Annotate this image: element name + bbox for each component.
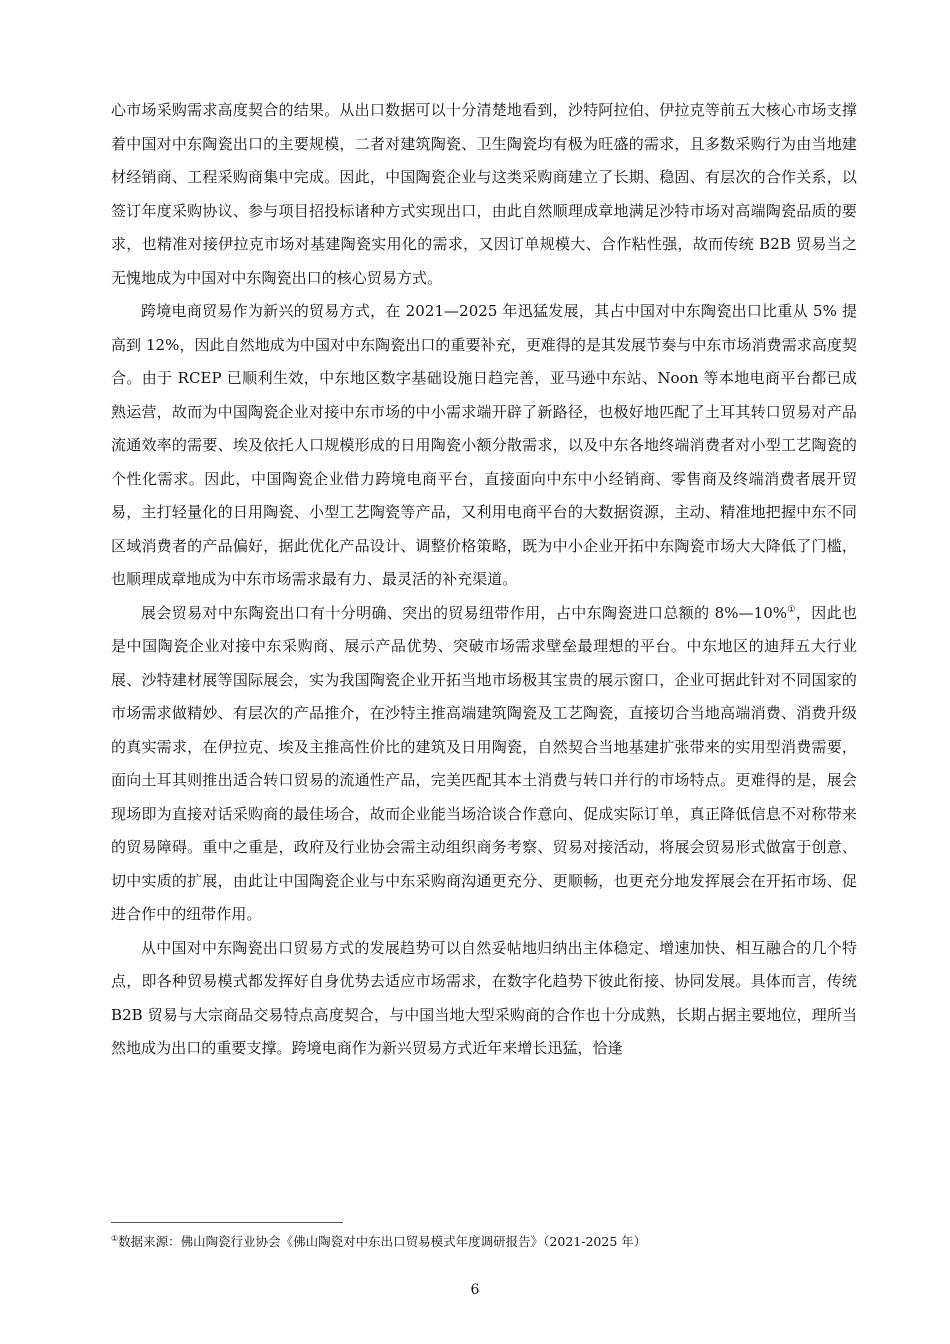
paragraph-3-text-before: 展会贸易对中东陶瓷出口有十分明确、突出的贸易纽带作用，占中东陶瓷进口总额的 8%—10%	[141, 603, 788, 622]
footnote-separator	[111, 1222, 343, 1223]
footnote-reference[interactable]: ①	[787, 604, 796, 615]
paragraph-1: 心市场采购需求高度契合的结果。从出口数据可以十分清楚地看到，沙特阿拉伯、伊拉克等前五大核心市场支撑着中国对中东陶瓷出口的主要规模，二者对建筑陶瓷、卫生陶瓷均有极为旺盛的需求，且多数采购行为由当地建材经销商、工程采购商集中完成。因此，中国陶瓷企业与这类采购商建立了长期、稳固、有层次的合作关系，以签订年度采购协议、参与项目招投标诸种方式实现出口，由此自然顺理成章地满足沙特市场对高端陶瓷品质的要求，也精准对接伊拉克市场对基建陶瓷实用化的需求，又因订单规模大、合作粘性强，故而传统 B2B 贸易当之无愧地成为中国对中东陶瓷出口的核心贸易方式。	[111, 101, 857, 287]
footnote-marker: ①	[111, 1233, 119, 1243]
body-text	[111, 94, 857, 1066]
page-number: 6	[470, 1282, 480, 1298]
paragraph-3-text-after: ，因此也是中国陶瓷企业对接中东采购商、展示产品优势、突破市场需求壁垒最理想的平台。中东地区的迪拜五大行业展、沙特建材展等国际展会，实为我国陶瓷企业开拓当地市场极其宝贵的展示窗口，企业可据此针对不同国家的市场需求做精妙、有层次的产品推介，在沙特主推高端建筑陶瓷及工艺陶瓷，直接切合当地高端消费、消费升级的真实需求，在伊拉克、埃及主推高性价比的建筑及日用陶瓷，自然契合当地基建扩张带来的实用型消费需要，面向土耳其则推出适合转口贸易的流通性产品，完美匹配其本土消费与转口并行的市场特点。更难得的是，展会现场即为直接对话采购商的最佳场合，故而企业能当场洽谈合作意向、促成实际订单，真正降低信息不对称带来的贸易障碍。重中之重是，政府及行业协会需主动组织商务考察、贸易对接活动，将展会贸易形式做富于创意、切中实质的扩展，由此让中国陶瓷企业与中东采购商沟通更充分、更顺畅，也更充分地发挥展会在开拓市场、促进合作中的纽带作用。	[111, 603, 857, 923]
footnote-text: 数据来源：佛山陶瓷行业协会《佛山陶瓷对中东出口贸易模式年度调研报告》（2021-2025 年）	[118, 1234, 647, 1249]
footnote	[111, 1234, 857, 1250]
paragraph-3	[111, 597, 857, 932]
paragraph-4: 从中国对中东陶瓷出口贸易方式的发展趋势可以自然妥帖地归纳出主体稳定、增速加快、相互融合的几个特点，即各种贸易模式都发挥好自身优势去适应市场需求，在数字化趋势下彼此衔接、协同发展。具体而言，传统 B2B 贸易与大宗商品交易特点高度契合，与中国当地大型采购商的合作也十分成熟，长期占据主要地位，理所当然地成为出口的重要支撑。跨境电商作为新兴贸易方式近年来增长迅猛，恰逢	[111, 938, 857, 1057]
paragraph-2: 跨境电商贸易作为新兴的贸易方式，在 2021—2025 年迅猛发展，其占中国对中东陶瓷出口比重从 5% 提高到 12%，因此自然地成为中国对中东陶瓷出口的重要补充，更难得的是其发展节奏与中东市场消费需求高度契合。由于 RCEP 已顺利生效，中东地区数字基础设施日趋完善，亚马逊中东站、Noon 等本地电商平台都已成熟运营，故而为中国陶瓷企业对接中东市场的中小需求端开辟了新路径，也极好地匹配了土耳其转口贸易对产品流通效率的需要、埃及依托人口规模形成的日用陶瓷小额分散需求，以及中东各地终端消费者对小型工艺陶瓷的个性化需求。因此，中国陶瓷企业借力跨境电商平台，直接面向中东中小经销商、零售商及终端消费者展开贸易，主打轻量化的日用陶瓷、小型工艺陶瓷等产品，又利用电商平台的大数据资源，主动、精准地把握中东不同区域消费者的产品偏好，据此优化产品设计、调整价格策略，既为中小企业开拓中东陶瓷市场大大降低了门槛，也顺理成章地成为中东市场需求最有力、最灵活的补充渠道。	[111, 302, 857, 588]
